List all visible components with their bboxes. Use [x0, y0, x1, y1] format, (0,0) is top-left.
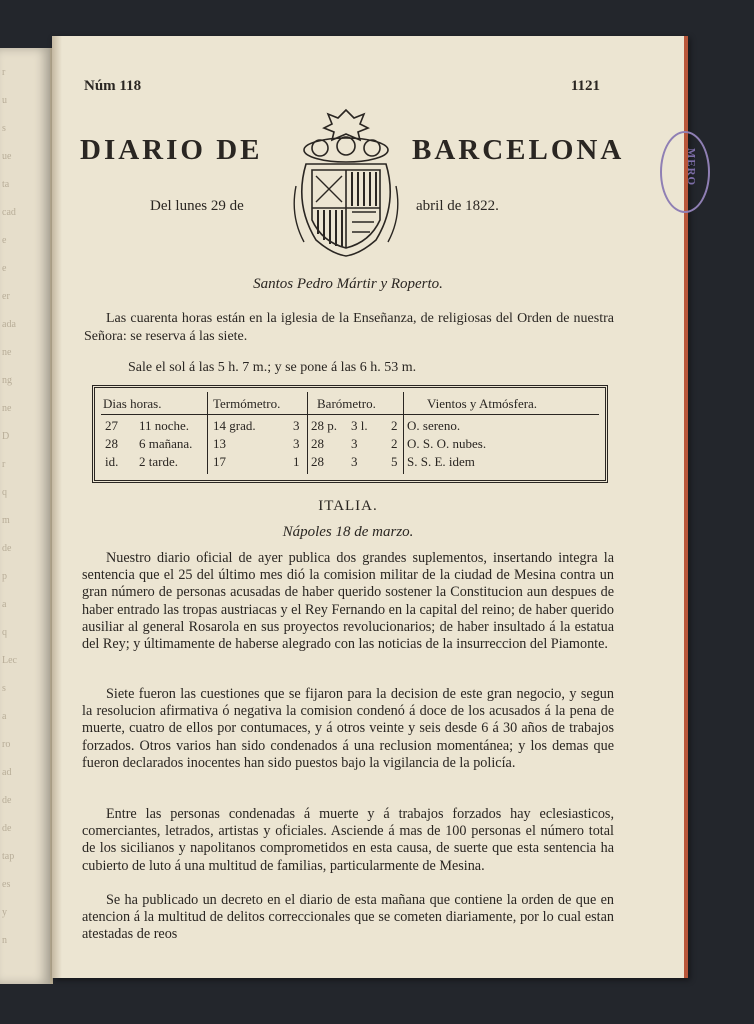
- left-page-fragment: a: [2, 599, 7, 610]
- library-stamp: [660, 131, 710, 213]
- left-page-fragment: ada: [2, 319, 16, 330]
- left-page-fragment: D: [2, 431, 10, 442]
- left-page-edge: [0, 48, 53, 984]
- table-cell: 5: [391, 454, 398, 469]
- table-header-vientos: Vientos y Atmósfera.: [427, 396, 538, 411]
- issue-number: Núm 118: [84, 78, 142, 94]
- table-cell: id.: [105, 454, 119, 469]
- table-cell: 14 grad.: [213, 418, 256, 433]
- left-page-fragment: de: [2, 823, 12, 834]
- left-page-fragment: de: [2, 795, 12, 806]
- table-header-dias: Dias horas.: [103, 396, 162, 411]
- table-cell: 2: [391, 436, 398, 451]
- coat-of-arms-icon: [290, 106, 402, 260]
- left-page-fragment: ne: [2, 347, 12, 358]
- table-cell: 27: [105, 418, 118, 433]
- date-line-left: Del lunes 29 de: [150, 198, 244, 214]
- table-divider: [207, 392, 208, 474]
- table-cell: O. sereno.: [407, 418, 461, 433]
- table-header-termometro: Termómetro.: [213, 396, 281, 411]
- table-cell: 3: [351, 436, 358, 451]
- masthead-title-right: BARCELONA: [412, 134, 625, 166]
- left-page-fragment: ue: [2, 151, 12, 162]
- stamp-text: MERO: [685, 147, 698, 187]
- article-dateline: Nápoles 18 de marzo.: [282, 524, 414, 540]
- table-cell: 2 tarde.: [139, 454, 178, 469]
- left-page-fragment: ng: [2, 375, 12, 386]
- left-page-fragment: s: [2, 123, 6, 134]
- saints-of-the-day: Santos Pedro Mártir y Roperto.: [253, 276, 443, 292]
- left-page-fragment: u: [2, 95, 7, 106]
- weather-table: [92, 385, 608, 483]
- table-divider: [403, 392, 404, 474]
- left-page-fragment: m: [2, 515, 10, 526]
- article-paragraph-2: Siete fueron las cuestiones que se fijaron para la decision de este gran negocio, y segun la resolucion afirmativa ó negativa la comision condenó á doce de los acusados á la pena de muerte, cuatro de ellos por contumaces, y á otros veinte y seis desde 6 á 30 años de trabajos forzados. Otros varios han sido condenados á una reclusion momentánea; y los demas que fueron declarados inocentes han sido puestos bajo la vigilancia de la policía.: [82, 686, 614, 771]
- table-cell: 3: [293, 436, 300, 451]
- table-cell: S. S. E. idem: [407, 454, 475, 469]
- table-cell: 28: [105, 436, 118, 451]
- left-page-fragment: y: [2, 907, 7, 918]
- table-cell: 28: [311, 436, 324, 451]
- table-header-barometro: Barómetro.: [317, 396, 376, 411]
- table-cell: 6 mañana.: [139, 436, 193, 451]
- left-page-fragment: er: [2, 291, 10, 302]
- masthead-title-left: DIARIO DE: [80, 134, 263, 166]
- table-divider: [307, 392, 308, 474]
- left-page-fragment: ro: [2, 739, 11, 750]
- left-page-fragment: ne: [2, 403, 12, 414]
- cuarenta-horas-notice: Las cuarenta horas están en la iglesia de la Enseñanza, de religiosas del Orden de nuestra Señora: se reserva á las siete.: [84, 311, 614, 344]
- table-cell: 3: [293, 418, 300, 433]
- left-page-fragment: e: [2, 263, 7, 274]
- left-page-fragment: Lec: [2, 655, 17, 666]
- left-page-fragment: p: [2, 571, 7, 582]
- left-page-fragment: de: [2, 543, 12, 554]
- newspaper-page: [52, 36, 698, 978]
- table-cell: 28: [311, 454, 324, 469]
- left-page-fragment: cad: [2, 207, 16, 218]
- left-page-fragment: a: [2, 711, 7, 722]
- left-page-fragment: r: [2, 459, 6, 470]
- table-cell: 28 p.: [311, 418, 337, 433]
- table-cell: 11 noche.: [139, 418, 190, 433]
- article-paragraph-4: Se ha publicado un decreto en el diario de esta mañana que contiene la orden de que en atencion á la multitud de delitos correccionales que se cometen diariamente, por lo cual estan atestadas de reos: [82, 892, 614, 943]
- table-header-rule: [101, 414, 599, 415]
- left-page-fragment: r: [2, 67, 6, 78]
- page-number: 1121: [570, 78, 600, 94]
- table-cell: 3 l.: [351, 418, 368, 433]
- table-cell: 17: [213, 454, 226, 469]
- left-page-fragment: n: [2, 935, 7, 946]
- left-page-fragment: ta: [2, 179, 10, 190]
- sunrise-sunset-line: Sale el sol á las 5 h. 7 m.; y se pone á las 6 h. 53 m.: [128, 360, 417, 375]
- table-cell: 2: [391, 418, 398, 433]
- left-page-fragment: s: [2, 683, 6, 694]
- date-line-right: abril de 1822.: [416, 198, 499, 214]
- table-cell: 3: [351, 454, 358, 469]
- left-page-fragment: ad: [2, 767, 12, 778]
- section-heading: ITALIA.: [318, 498, 378, 514]
- left-page-fragment: q: [2, 627, 7, 638]
- left-page-fragment: e: [2, 235, 7, 246]
- article-paragraph-1: Nuestro diario oficial de ayer publica dos grandes suplementos, insertando integra la sentencia que el 25 del último mes dió la comision militar de la ciudad de Mesina contra un gran número de personas acusadas de haber querido sostener la Constitucion aun despues de haber entrado las tropas austriacas y el Rey Fernando en la capital del reino; de haber querido ausiliar al general Rosarola en sus proyectos revolucionarios; de haber insultado á la estatua del Rey; y últimamente de haberse alegrado con las noticias de la insurreccion del Piamonte.: [82, 550, 614, 653]
- table-cell: 1: [293, 454, 300, 469]
- left-page-fragment: q: [2, 487, 7, 498]
- table-cell: 13: [213, 436, 226, 451]
- table-cell: O. S. O. nubes.: [407, 436, 487, 451]
- left-page-fragment: es: [2, 879, 11, 890]
- left-page-fragment: tap: [2, 851, 15, 862]
- article-paragraph-3: Entre las personas condenadas á muerte y á trabajos forzados hay eclesiasticos, comerciantes, letrados, artistas y oficiales. Asciende á mas de 100 personas el número total de los sicilianos y napolitanos comprometidos en esta causa, de suerte que esta sentencia ha cubierto de luto á una multitud de familias, particularmente de Mesina.: [82, 806, 614, 874]
